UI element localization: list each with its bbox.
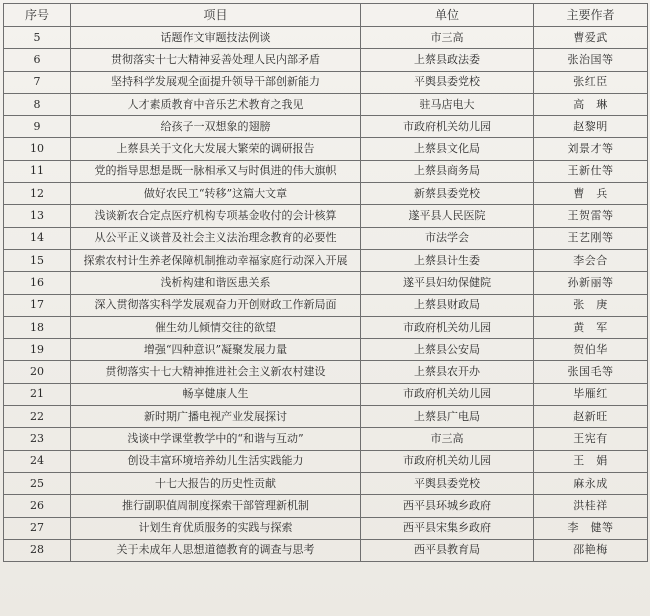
row-project: 话题作文审题技法例谈 bbox=[71, 27, 361, 49]
row-author: 孙新丽等 bbox=[534, 272, 648, 294]
table-row bbox=[4, 49, 648, 71]
row-unit: 西平县宋集乡政府 bbox=[361, 517, 534, 539]
row-author: 张治国等 bbox=[534, 49, 648, 71]
row-unit: 上蔡县政法委 bbox=[361, 49, 534, 71]
table-row bbox=[4, 517, 648, 539]
row-unit: 市政府机关幼儿园 bbox=[361, 316, 534, 338]
row-author: 张红臣 bbox=[534, 71, 648, 93]
row-author: 王艺刚等 bbox=[534, 227, 648, 249]
row-project: 人才素质教育中音乐艺术教育之我见 bbox=[71, 93, 361, 115]
table-row bbox=[4, 249, 648, 271]
row-unit: 西平县环城乡政府 bbox=[361, 495, 534, 517]
row-number: 12 bbox=[4, 183, 71, 205]
row-unit: 遂平县人民医院 bbox=[361, 205, 534, 227]
row-author: 王贺雷等 bbox=[534, 205, 648, 227]
row-author: 李会合 bbox=[534, 249, 648, 271]
row-author: 洪桂祥 bbox=[534, 495, 648, 517]
header-unit: 单位 bbox=[361, 4, 534, 27]
row-number: 19 bbox=[4, 339, 71, 361]
row-author: 曹 兵 bbox=[534, 183, 648, 205]
row-author: 刘景才等 bbox=[534, 138, 648, 160]
row-project: 上蔡县关于文化大发展大繁荣的调研报告 bbox=[71, 138, 361, 160]
row-unit: 上蔡县计生委 bbox=[361, 249, 534, 271]
row-author: 王 娟 bbox=[534, 450, 648, 472]
row-project: 催生幼儿倾情交往的欲望 bbox=[71, 316, 361, 338]
row-project: 计划生育优质服务的实践与探索 bbox=[71, 517, 361, 539]
table-row bbox=[4, 339, 648, 361]
row-unit: 遂平县妇幼保健院 bbox=[361, 272, 534, 294]
row-project: 坚持科学发展观全面提升领导干部创新能力 bbox=[71, 71, 361, 93]
row-unit: 上蔡县文化局 bbox=[361, 138, 534, 160]
table-header-row bbox=[4, 4, 648, 27]
row-author: 李 健等 bbox=[534, 517, 648, 539]
row-unit: 上蔡县广电局 bbox=[361, 406, 534, 428]
row-project: 贯彻落实十七大精神推进社会主义新农村建设 bbox=[71, 361, 361, 383]
header-author: 主要作者 bbox=[534, 4, 648, 27]
row-project: 从公平正义谈普及社会主义法治理念教育的必要性 bbox=[71, 227, 361, 249]
table-row bbox=[4, 495, 648, 517]
row-unit: 市三高 bbox=[361, 428, 534, 450]
row-number: 5 bbox=[4, 27, 71, 49]
row-unit: 上蔡县农开办 bbox=[361, 361, 534, 383]
row-number: 16 bbox=[4, 272, 71, 294]
row-project: 十七大报告的历史性贡献 bbox=[71, 472, 361, 494]
row-number: 15 bbox=[4, 249, 71, 271]
row-project: 推行副职值周制度探索干部管理新机制 bbox=[71, 495, 361, 517]
row-number: 27 bbox=[4, 517, 71, 539]
table-row bbox=[4, 294, 648, 316]
awards-table bbox=[3, 3, 648, 562]
row-project: 深入贯彻落实科学发展观奋力开创财政工作新局面 bbox=[71, 294, 361, 316]
row-number: 7 bbox=[4, 71, 71, 93]
table-row bbox=[4, 138, 648, 160]
row-author: 王新仕等 bbox=[534, 160, 648, 182]
table-row bbox=[4, 539, 648, 561]
row-number: 28 bbox=[4, 539, 71, 561]
row-number: 20 bbox=[4, 361, 71, 383]
row-number: 10 bbox=[4, 138, 71, 160]
row-unit: 上蔡县商务局 bbox=[361, 160, 534, 182]
row-project: 党的指导思想是既一脉相承又与时俱进的伟大旗帜 bbox=[71, 160, 361, 182]
table-row bbox=[4, 383, 648, 405]
table-row bbox=[4, 27, 648, 49]
row-project: 给孩子一双想象的翅膀 bbox=[71, 116, 361, 138]
row-project: 浅谈中学课堂教学中的“和谐与互动” bbox=[71, 428, 361, 450]
row-unit: 市政府机关幼儿园 bbox=[361, 450, 534, 472]
row-author: 邵艳梅 bbox=[534, 539, 648, 561]
row-number: 26 bbox=[4, 495, 71, 517]
row-number: 25 bbox=[4, 472, 71, 494]
row-number: 9 bbox=[4, 116, 71, 138]
row-number: 17 bbox=[4, 294, 71, 316]
row-project: 浅析构建和谐医患关系 bbox=[71, 272, 361, 294]
row-unit: 新蔡县委党校 bbox=[361, 183, 534, 205]
table-row bbox=[4, 450, 648, 472]
row-unit: 平舆县委党校 bbox=[361, 472, 534, 494]
row-number: 21 bbox=[4, 383, 71, 405]
table-row bbox=[4, 160, 648, 182]
table-row bbox=[4, 428, 648, 450]
table-row bbox=[4, 227, 648, 249]
table-row bbox=[4, 272, 648, 294]
row-unit: 上蔡县财政局 bbox=[361, 294, 534, 316]
row-author: 麻永成 bbox=[534, 472, 648, 494]
table-row bbox=[4, 316, 648, 338]
row-author: 黄 军 bbox=[534, 316, 648, 338]
table-row bbox=[4, 472, 648, 494]
row-number: 13 bbox=[4, 205, 71, 227]
header-number: 序号 bbox=[4, 4, 71, 27]
row-project: 关于未成年人思想道德教育的调查与思考 bbox=[71, 539, 361, 561]
row-number: 14 bbox=[4, 227, 71, 249]
row-author: 张 庚 bbox=[534, 294, 648, 316]
row-project: 贯彻落实十七大精神妥善处理人民内部矛盾 bbox=[71, 49, 361, 71]
row-number: 22 bbox=[4, 406, 71, 428]
row-author: 贺伯华 bbox=[534, 339, 648, 361]
row-number: 6 bbox=[4, 49, 71, 71]
table-row bbox=[4, 361, 648, 383]
row-unit: 市三高 bbox=[361, 27, 534, 49]
table-row bbox=[4, 406, 648, 428]
row-project: 新时期广播电视产业发展探讨 bbox=[71, 406, 361, 428]
row-author: 王宪有 bbox=[534, 428, 648, 450]
row-project: 畅享健康人生 bbox=[71, 383, 361, 405]
row-number: 18 bbox=[4, 316, 71, 338]
row-number: 8 bbox=[4, 93, 71, 115]
row-unit: 市政府机关幼儿园 bbox=[361, 383, 534, 405]
row-project: 增强“四种意识”凝聚发展力量 bbox=[71, 339, 361, 361]
row-unit: 驻马店电大 bbox=[361, 93, 534, 115]
table-row bbox=[4, 71, 648, 93]
row-unit: 市政府机关幼儿园 bbox=[361, 116, 534, 138]
row-author: 曹爱武 bbox=[534, 27, 648, 49]
row-number: 24 bbox=[4, 450, 71, 472]
row-project: 探索农村计生养老保障机制推动幸福家庭行动深入开展 bbox=[71, 249, 361, 271]
row-project: 做好农民工“转移”这篇大文章 bbox=[71, 183, 361, 205]
table-row bbox=[4, 205, 648, 227]
table-row bbox=[4, 93, 648, 115]
row-author: 毕雁红 bbox=[534, 383, 648, 405]
row-number: 23 bbox=[4, 428, 71, 450]
table-row bbox=[4, 183, 648, 205]
row-project: 浅谈新农合定点医疗机构专项基金收付的会计核算 bbox=[71, 205, 361, 227]
row-author: 赵新旺 bbox=[534, 406, 648, 428]
row-unit: 西平县教育局 bbox=[361, 539, 534, 561]
row-unit: 市法学会 bbox=[361, 227, 534, 249]
table-row bbox=[4, 116, 648, 138]
header-project: 项目 bbox=[71, 4, 361, 27]
row-author: 张国毛等 bbox=[534, 361, 648, 383]
row-unit: 上蔡县公安局 bbox=[361, 339, 534, 361]
row-author: 赵黎明 bbox=[534, 116, 648, 138]
row-author: 高 琳 bbox=[534, 93, 648, 115]
row-number: 11 bbox=[4, 160, 71, 182]
row-project: 创设丰富环境培养幼儿生活实践能力 bbox=[71, 450, 361, 472]
row-unit: 平舆县委党校 bbox=[361, 71, 534, 93]
